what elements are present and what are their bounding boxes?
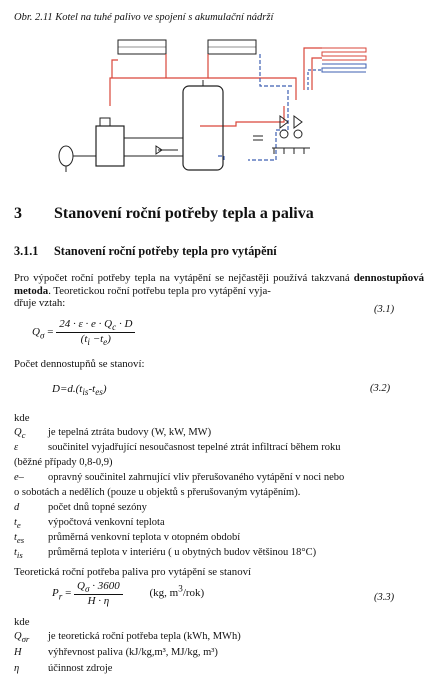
eq31-num-tail: · D — [116, 318, 133, 330]
definition-symbol — [14, 547, 42, 561]
intro-text-3: dřuje vztah: — [14, 297, 66, 309]
intro-text-2: . Teoretickou roční potřebu tepla pro vytápění vyja- — [48, 284, 271, 297]
accumulation-tank — [183, 86, 223, 170]
definition-symbol-main: ε — [14, 442, 19, 453]
eq31-den-sub2: e — [103, 337, 108, 348]
eq-3-1-number: (3.1) — [374, 304, 395, 315]
intro-bold-term: dennostupňová metoda — [14, 272, 424, 297]
definition-text: účinnost zdroje — [48, 663, 113, 674]
eq32-tail: ) — [102, 383, 107, 395]
definition-symbol-sub: σr — [21, 634, 30, 645]
eq33-unit-pre: (kg, m — [149, 587, 179, 600]
section-heading — [14, 205, 314, 223]
eq31-lhs: Q — [32, 326, 40, 339]
fuel-intro: Teoretická roční potřeba paliva pro vytápění se stanoví — [14, 566, 251, 578]
eq33-num-tail: · 3600 — [89, 580, 120, 592]
return-pipe — [260, 54, 292, 86]
floor-heating-coil — [322, 48, 366, 60]
eq-3-3-number: (3.3) — [374, 592, 395, 603]
manifold — [156, 116, 310, 154]
definition-symbol-main: Q — [14, 631, 22, 642]
definition-text: průměrná teplota v interiéru ( u obytných budov většinou 18°C) — [48, 547, 317, 558]
solid-fuel-boiler — [96, 126, 124, 166]
eq33-denominator: H · η — [87, 595, 110, 608]
subsection-number: 3.1.1 — [14, 244, 39, 258]
supply-pipe — [112, 60, 118, 78]
definition-text: výpočtová venkovní teplota — [48, 517, 165, 528]
definition-text: součinitel vyjadřující nesoučasnost tepelné ztrát infiltrací během roku — [48, 442, 341, 453]
eq32-mid: -t — [88, 383, 96, 395]
eq32-sub1: is — [82, 387, 89, 398]
subsection-heading — [14, 244, 277, 259]
section-title: Stanovení roční potřeby tepla a paliva — [54, 205, 314, 222]
definition-symbol-main: H — [14, 647, 22, 658]
definition-text: opravný součinitel zahrnující vliv přerušovaného vytápění v noci nebo — [48, 472, 345, 483]
definition-text: (běžné případy 0,8-0,9) — [14, 457, 113, 468]
definition-text: o sobotách a nedělích (pouze u objektů s přerušovaným vytápěním). — [14, 487, 301, 498]
eq31-den-sub1: i — [87, 337, 90, 348]
section-number: 3 — [14, 205, 22, 222]
eq31-num-sub: c — [112, 322, 117, 333]
definition-symbol-main: t — [14, 532, 17, 543]
eq31-den: (t — [80, 333, 88, 346]
eq-3-2-number: (3.2) — [370, 383, 391, 394]
eq33-num-sub: σ — [84, 584, 90, 595]
definition-symbol-sub: e — [16, 520, 21, 531]
definition-symbol-main: t — [14, 547, 17, 558]
definition-symbol-sub: c — [21, 430, 26, 441]
eq31-den-tail: ) — [107, 333, 111, 346]
degree-days-intro: Počet dennostupňů se stanoví: — [14, 358, 145, 370]
definition-symbol — [14, 532, 42, 546]
intro-paragraph — [14, 272, 424, 297]
definition-symbol-sub: is — [16, 550, 23, 561]
eq31-lhs-sub: σ — [39, 330, 45, 341]
definition-symbol — [14, 631, 42, 645]
definition-symbol-main: Q — [14, 427, 22, 438]
eq31-numerator: 24 · ε · e · Q — [59, 318, 113, 330]
definition-text: je tepelná ztráta budovy (W, kW, MW) — [48, 427, 212, 438]
definition-text: průměrná venkovní teplota v otopném období — [48, 532, 241, 543]
definition-symbol-main: t — [14, 517, 17, 528]
kde-label-1: kde — [14, 412, 30, 424]
equation-3-3: $P_r$ = $\frac{Q_\sigma \cdot 3600}{H \cdot \eta}$ (kg, $m^3/rok$) — [52, 580, 205, 608]
definition-symbol-main: d — [14, 502, 20, 513]
definition-symbol — [14, 427, 42, 441]
eq32-sub2: es — [95, 387, 103, 398]
definition-symbol — [14, 502, 42, 516]
definition-text: výhřevnost paliva (kJ/kg,m³, MJ/kg, m³) — [48, 647, 218, 658]
definition-symbol — [14, 472, 42, 486]
equation-3-1: $Q_\sigma$ = $\frac{24 \cdot \varepsilon \cdot e \cdot Q_c \cdot D}{(t_i -t_e)}$ — [32, 318, 135, 347]
expansion-vessel — [59, 146, 73, 166]
boiler-accumulation-diagram — [48, 30, 408, 202]
eq33-numerator: Q — [77, 580, 85, 592]
eq33-lhs: P — [52, 587, 59, 600]
definition-symbol — [14, 442, 42, 456]
definition-text: je teoretická roční potřeba tepla (kWh, MWh) — [48, 631, 241, 642]
eq33-unit-post: /rok) — [182, 587, 205, 600]
subsection-title: Stanovení roční potřeby tepla pro vytápění — [54, 244, 277, 258]
definition-symbol — [14, 517, 42, 531]
eq32-main: D=d.(t — [52, 383, 83, 395]
definition-symbol-sub: es — [16, 535, 25, 546]
definition-symbol — [14, 663, 42, 677]
definition-text: počet dnů topné sezóny — [48, 502, 147, 513]
equation-3-2 — [52, 383, 107, 397]
definition-symbol-main: e– — [14, 472, 24, 483]
intro-text-1: Pro výpočet roční potřeby tepla na vytápění se nejčastěji používá takzvaná — [14, 272, 350, 284]
kde-label-2: kde — [14, 616, 30, 628]
eq31-den-mid: −t — [89, 333, 104, 346]
eq33-unit-sup: 3 — [178, 583, 183, 594]
eq33-lhs-sub: r — [58, 591, 63, 602]
definition-symbol — [14, 647, 42, 661]
figure-caption: Obr. 2.11 Kotel na tuhé palivo ve spojení s akumulační nádrží — [14, 12, 274, 23]
definition-symbol-main: η — [14, 663, 20, 674]
